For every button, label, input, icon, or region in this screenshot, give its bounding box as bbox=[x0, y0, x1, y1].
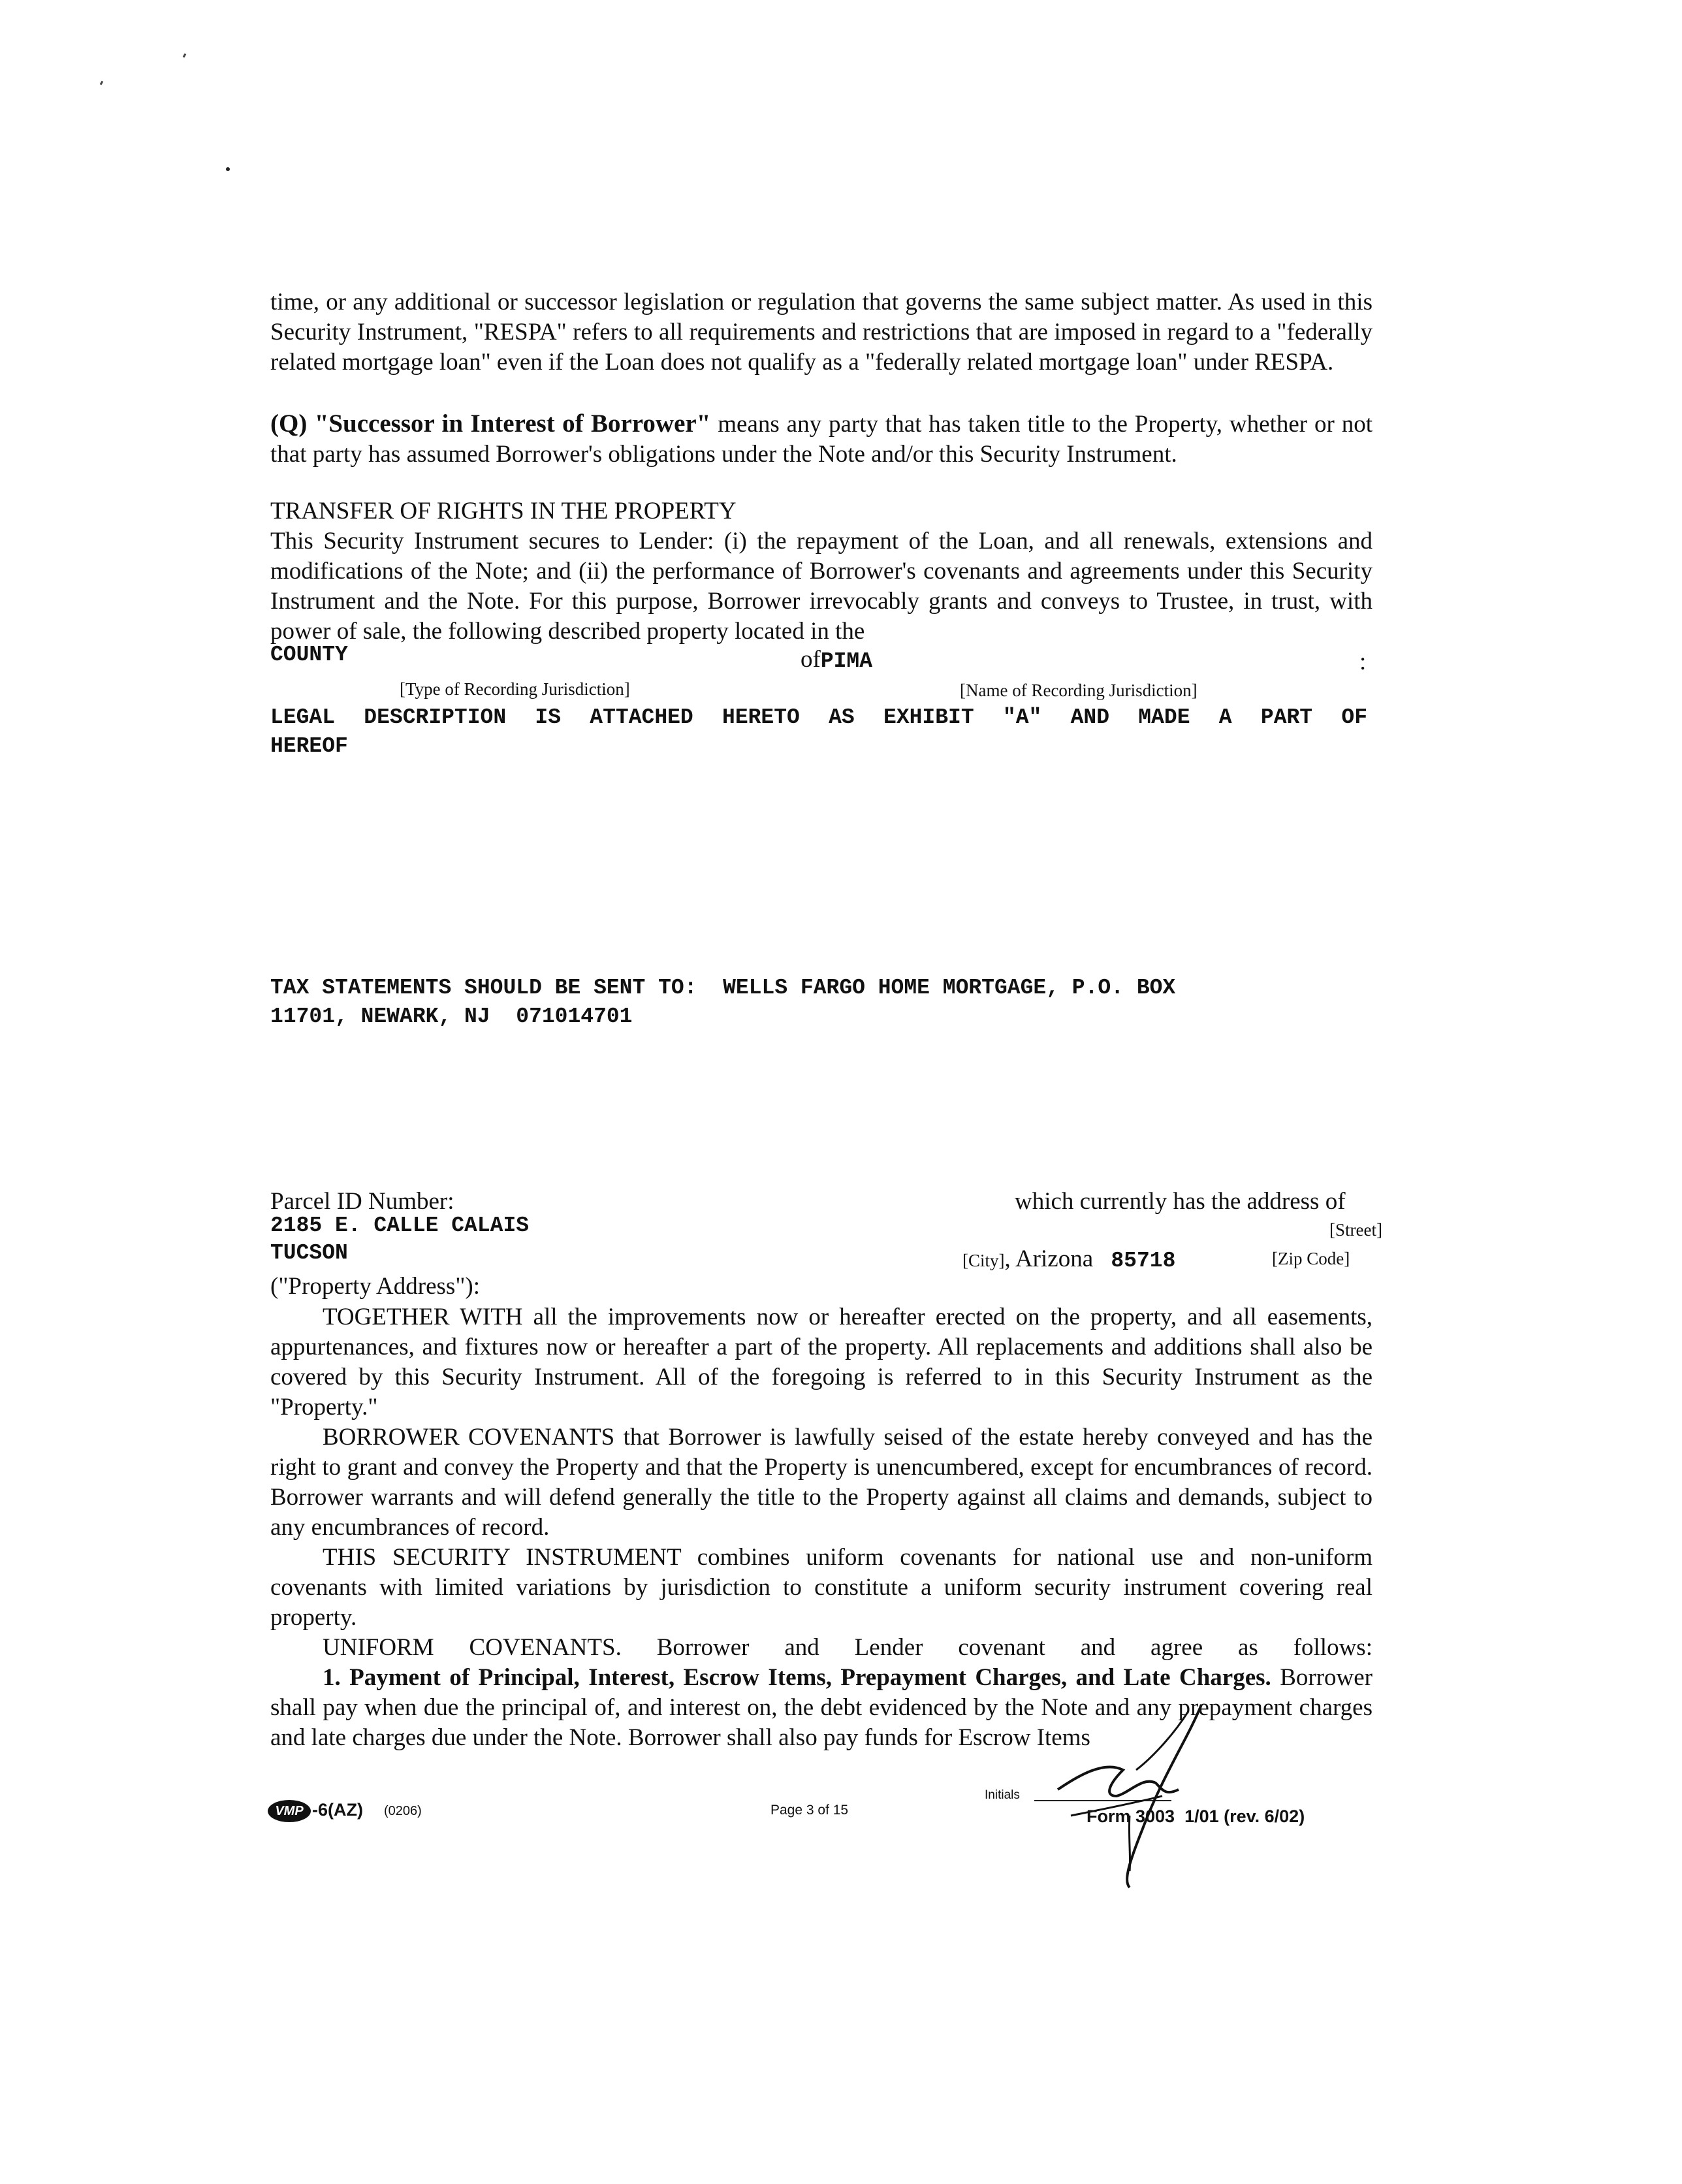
borrower-covenants-paragraph: BORROWER COVENANTS that Borrower is lawfully seised of the estate hereby conveyed and has the right to grant and convey the Property and that the Property is unencumbered, except for encumbrances of record. Borrower warrants and will defend generally the title to the Property against all claims and demands, subject to any encumbrances of record. bbox=[270, 1424, 1373, 1541]
city-caption: [City] bbox=[962, 1251, 1005, 1270]
handwritten-initials bbox=[1032, 1698, 1228, 1894]
scan-mark bbox=[226, 167, 230, 171]
together-paragraph: TOGETHER WITH all the improvements now or hereafter erected on the property, and all easements, appurtenances, and fixtures now or hereafter a part of the property. All replacements and additions shall also be covered by this Security Instrument. All of the foregoing is referred to in this Security Instrument as the "Property." bbox=[270, 1304, 1373, 1421]
tax-statements-line1: TAX STATEMENTS SHOULD BE SENT TO: WELLS FARGO HOME MORTGAGE, P.O. BOX bbox=[270, 976, 1176, 1000]
security-instrument-paragraph: THIS SECURITY INSTRUMENT combines uniform covenants for national use and non-uniform covenants with limited variations by jurisdiction to constitute a uniform security instrument covering real property. bbox=[270, 1544, 1373, 1631]
page-number: Page 3 of 15 bbox=[770, 1803, 849, 1818]
legal-description-line1: LEGAL DESCRIPTION IS ATTACHED HERETO AS EXHIBIT "A" AND MADE A PART OF bbox=[270, 705, 1367, 730]
city-value: TUCSON bbox=[270, 1241, 348, 1265]
respa-continuation: time, or any additional or successor legislation or regulation that governs the same subject matter. As used in this Security Instrument, "RESPA" refers to all requirements and restrictions that are imposed in regard to a "federally related mortgage loan" even if the Loan does not qualify as a "federally related mortgage loan" under RESPA. bbox=[270, 289, 1373, 376]
jurisdiction-name-caption: [Name of Recording Jurisdiction] bbox=[960, 681, 1198, 700]
transfer-text bbox=[270, 526, 1373, 647]
vmp-logo: VMP bbox=[268, 1800, 311, 1822]
definition-q-term: (Q) "Successor in Interest of Borrower" bbox=[270, 410, 711, 438]
definition-q-text: means any party that has taken title to the Property, whether or not that party has assumed Borrower's obligations under the Note and/or this Security Instrument. bbox=[270, 411, 1373, 468]
jurisdiction-colon: : bbox=[1359, 649, 1367, 675]
item1-title: 1. Payment of Principal, Interest, Escrow Items, Prepayment Charges, and Late Charges. bbox=[323, 1664, 1271, 1691]
jurisdiction-name: PIMA bbox=[820, 649, 873, 673]
transfer-heading: TRANSFER OF RIGHTS IN THE PROPERTY bbox=[270, 498, 737, 524]
scan-mark bbox=[183, 54, 187, 58]
jurisdiction-of: of bbox=[801, 646, 821, 673]
street-caption: [Street] bbox=[1329, 1220, 1382, 1240]
definition-q bbox=[270, 409, 1373, 470]
zip-caption: [Zip Code] bbox=[1272, 1249, 1350, 1268]
address-of-label: which currently has the address of bbox=[1015, 1188, 1346, 1215]
transfer-text-body: This Security Instrument secures to Lender: (i) the repayment of the Loan, and all renewals, extensions and modifications of the Note; and (ii) the performance of Borrower's covenants and agreements under this Security Instrument and the Note. For this purpose, Borrower irrevocably grants and conveys to Trustee, in trust, with power of sale, the following described property located in the bbox=[270, 528, 1373, 645]
form-number: Form 3003 1/01 (rev. 6/02) bbox=[1087, 1807, 1305, 1826]
form-code: -6(AZ) bbox=[312, 1800, 363, 1820]
jurisdiction-type-caption: [Type of Recording Jurisdiction] bbox=[400, 679, 630, 699]
uniform-covenants-line: UNIFORM COVENANTS. Borrower and Lender covenant and agree as follows: bbox=[323, 1634, 1373, 1661]
jurisdiction-name-line bbox=[801, 645, 872, 673]
legal-description-line2: HEREOF bbox=[270, 734, 348, 758]
jurisdiction-type: COUNTY bbox=[270, 643, 348, 667]
tax-statements-line2: 11701, NEWARK, NJ 071014701 bbox=[270, 1004, 633, 1029]
city-state-zip bbox=[962, 1245, 1175, 1273]
parcel-id-label: Parcel ID Number: bbox=[270, 1188, 454, 1215]
initials-label: Initials bbox=[985, 1788, 1020, 1802]
zip-value: 85718 bbox=[1111, 1249, 1176, 1273]
state-value: , Arizona bbox=[1004, 1245, 1094, 1272]
item1-text: Borrower shall pay when due the principal of, and interest on, the debt evidenced by the Note and any prepayment charges and late charges due under the Note. Borrower shall also pay funds for Escrow Items bbox=[270, 1664, 1373, 1751]
scan-mark bbox=[100, 81, 104, 86]
street-value: 2185 E. CALLE CALAIS bbox=[270, 1213, 530, 1238]
form-code-date: (0206) bbox=[384, 1804, 422, 1818]
property-address-label: ("Property Address"): bbox=[270, 1273, 481, 1300]
